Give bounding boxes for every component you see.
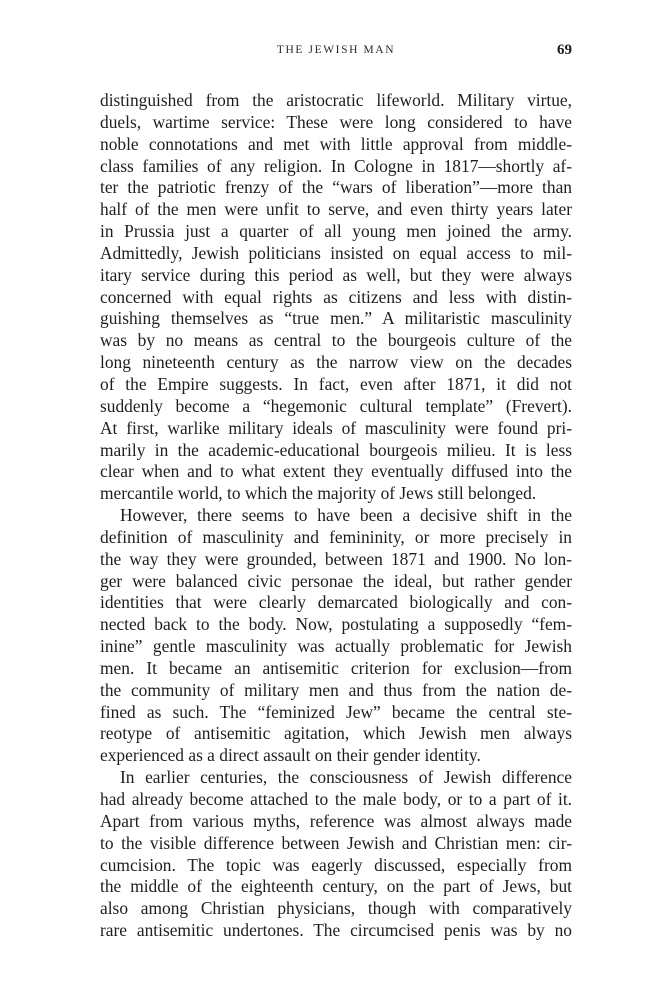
text-line: Admittedly, Jewish politicians insisted on equal access to mil- — [100, 242, 572, 263]
running-title: THE JEWISH MAN — [276, 44, 396, 56]
text-line: However, there seems to have been a decisive shift in the — [120, 505, 572, 526]
text-line: ger were balanced civic personae the ideal, but rather gender — [100, 570, 572, 591]
text-line: also among Christian physicians, though with comparatively — [100, 898, 572, 919]
text-line: to the visible difference between Jewish and Christian men: cir- — [100, 832, 572, 853]
text-line: itary service during this period as well, but they were always — [100, 264, 572, 285]
text-line: Apart from various myths, reference was almost always made — [100, 810, 572, 831]
text-line: men. It became an antisemitic criterion for exclusion—from — [100, 657, 572, 678]
text-line: nected back to the body. Now, postulating a supposedly “fem- — [100, 614, 572, 635]
page-number: 69 — [557, 42, 572, 58]
text-line: in Prussia just a quarter of all young men joined the army. — [100, 221, 572, 242]
text-line: was by no means as central to the bourgeois culture of the — [100, 330, 572, 351]
text-line: fined as such. The “feminized Jew” became the central ste- — [100, 701, 572, 722]
text-line: suddenly become a “hegemonic cultural template” (Frevert). — [100, 395, 572, 416]
text-line: had already become attached to the male body, or to a part of it. — [100, 789, 572, 809]
paragraph — [100, 90, 572, 505]
text-line: class families of any religion. In Cologne in 1817—shortly af- — [100, 155, 572, 176]
running-header — [100, 44, 572, 66]
paragraph — [100, 767, 572, 942]
text-line: clear when and to what extent they eventually diffused into the — [100, 461, 572, 482]
text-line: cumcision. The topic was eagerly discussed, especially from — [100, 854, 572, 875]
text-line: inine” gentle masculinity was actually problematic for Jewish — [100, 636, 572, 657]
text-line: identities that were clearly demarcated biologically and con- — [100, 592, 572, 613]
text-line: ter the patriotic frenzy of the “wars of liberation”—more than — [100, 177, 572, 198]
text-line: the middle of the eighteenth century, on the part of Jews, but — [100, 876, 572, 897]
body-text — [100, 90, 572, 942]
text-line: guishing themselves as “true men.” A militaristic masculinity — [100, 308, 572, 329]
text-line: distinguished from the aristocratic lifeworld. Military virtue, — [100, 90, 572, 110]
text-line: mercantile world, to which the majority of Jews still belonged. — [100, 483, 537, 504]
text-line: definition of masculinity and femininity, or more precisely in — [100, 526, 572, 547]
text-line: reotype of antisemitic agitation, which Jewish men always — [100, 723, 572, 744]
text-line: duels, wartime service: These were long considered to have — [100, 111, 572, 132]
text-line: marily in the academic-educational bourgeois milieu. It is less — [100, 439, 572, 460]
text-line: experienced as a direct assault on their gender identity. — [100, 745, 481, 766]
text-line: the way they were grounded, between 1871 and 1900. No lon- — [100, 548, 572, 569]
text-line: concerned with equal rights as citizens and less with distin- — [100, 286, 572, 307]
text-line: long nineteenth century as the narrow view on the decades — [100, 352, 572, 373]
text-line: half of the men were unfit to serve, and even thirty years later — [100, 199, 572, 220]
text-line: At first, warlike military ideals of masculinity were found pri- — [100, 417, 572, 438]
text-line: the community of military men and thus from the nation de- — [100, 679, 572, 700]
paragraph — [100, 505, 572, 767]
text-line: In earlier centuries, the consciousness of Jewish difference — [120, 767, 572, 788]
text-line: rare antisemitic undertones. The circumcised penis was by no — [100, 920, 572, 941]
text-line: of the Empire suggests. In fact, even after 1871, it did not — [100, 373, 572, 394]
text-line: noble connotations and met with little approval from middle- — [100, 133, 572, 154]
